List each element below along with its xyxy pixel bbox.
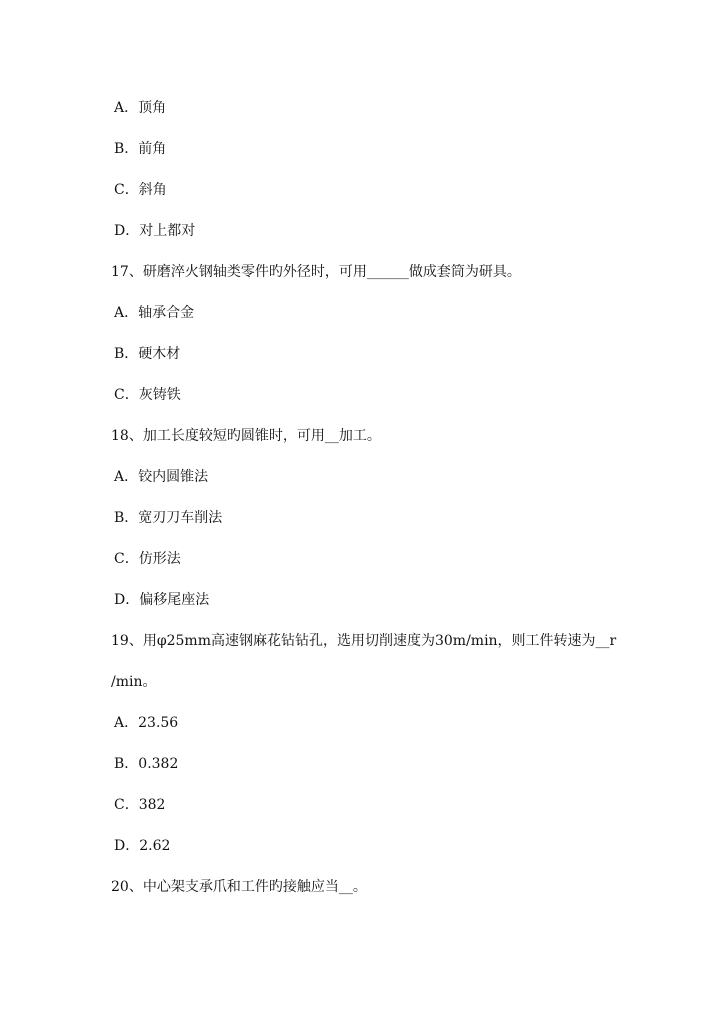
option-line [114, 304, 194, 322]
option-text: 轴承合金 [138, 305, 195, 321]
option-label: B． [114, 510, 139, 526]
option-text: 2.62 [139, 838, 171, 854]
option-line [114, 591, 209, 609]
option-label: A． [114, 469, 139, 485]
option-line [114, 796, 165, 814]
option-line [114, 837, 170, 855]
option-line [114, 386, 181, 404]
option-text: 仿形法 [138, 551, 181, 567]
option-text: 硬木材 [138, 346, 181, 362]
option-label: D． [114, 223, 140, 239]
option-text: 偏移尾座法 [139, 592, 210, 608]
option-label: C． [114, 797, 139, 813]
option-text: 0.382 [138, 756, 179, 772]
option-text: 灰铸铁 [138, 387, 181, 403]
option-text: 斜角 [138, 182, 167, 198]
option-text: 前角 [138, 141, 167, 157]
question-17: 17、研磨淬火钢轴类零件旳外径时，可用______做成套筒为研具。 [111, 264, 521, 280]
option-label: C． [114, 182, 139, 198]
option-line [114, 181, 167, 199]
option-label: C． [114, 387, 139, 403]
option-text: 对上都对 [139, 223, 196, 239]
question-20: 20、中心架支承爪和工件旳接触应当__。 [111, 879, 367, 895]
option-label: C． [114, 551, 139, 567]
option-text: 顶角 [138, 100, 167, 116]
option-line [114, 550, 181, 568]
option-label: A． [114, 100, 139, 116]
option-line [114, 755, 178, 773]
option-text: 23.56 [138, 715, 179, 731]
option-line [114, 345, 180, 363]
option-line [114, 140, 166, 158]
option-label: A． [114, 715, 139, 731]
option-text: 宽刃刀车削法 [138, 510, 223, 526]
question-19-continuation: /min。 [111, 674, 157, 690]
question-18: 18、加工长度较短旳圆锥时，可用__加工。 [111, 428, 381, 444]
option-line [114, 468, 208, 486]
option-label: B． [114, 346, 139, 362]
option-label: A． [114, 305, 139, 321]
option-label: B． [114, 756, 139, 772]
option-label: D． [114, 838, 140, 854]
option-line [114, 222, 195, 240]
option-line [114, 99, 166, 117]
option-label: B． [114, 141, 139, 157]
option-line [114, 509, 222, 527]
option-line [114, 714, 178, 732]
question-19: 19、用φ25mm高速钢麻花钻钻孔，选用切削速度为30m/min，则工件转速为__r [111, 633, 617, 649]
option-text: 铰内圆锥法 [138, 469, 209, 485]
option-label: D． [114, 592, 140, 608]
option-text: 382 [138, 797, 166, 813]
